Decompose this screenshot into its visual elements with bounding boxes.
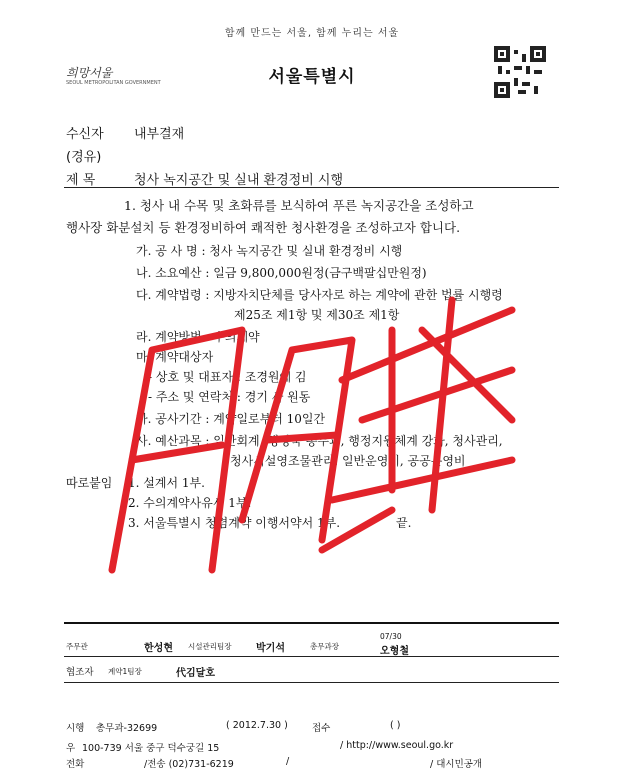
slogan: 함께 만드는 서울, 함께 누리는 서울 <box>224 28 400 39</box>
item-contract-method: 라. 계약방법 : 수의계약 <box>136 330 260 344</box>
disclosure-type: / 대시민공개 <box>430 759 483 770</box>
attachment-1: 1. 설계서 1부. <box>128 476 205 490</box>
item-contractor: 마. 계약대상자 <box>136 350 214 364</box>
approval-mid-divider <box>64 656 559 657</box>
cooperator-label: 협조자 <box>66 667 94 678</box>
organization-title: 서울특별시 <box>268 67 356 87</box>
drafter-name: 한성현 <box>144 643 173 654</box>
phone-label: 전화 <box>66 759 85 770</box>
enforcement-label: 시행 <box>66 723 85 734</box>
receipt-label: 접수 <box>312 723 331 734</box>
item-contractor-address: - 주소 및 연락처 : 경기 사 원동 <box>148 390 311 404</box>
attachment-3: 3. 서울특별시 청렴계약 이행서약서 1부. <box>128 516 341 530</box>
item-project-name: 가. 공 사 명 : 청사 녹지공간 및 실내 환경정비 시행 <box>136 244 403 258</box>
subject-divider <box>64 187 559 188</box>
item-contractor-name: - 상호 및 대표자 : 조경원예 김 <box>148 370 307 384</box>
qr-code-icon <box>494 46 546 98</box>
attachment-2: 2. 수의계약사유서 1부. <box>128 496 252 510</box>
enforcement-date: ( 2012.7.30 ) <box>226 720 288 731</box>
subject-value: 청사 녹지공간 및 실내 환경정비 시행 <box>134 173 344 188</box>
body-paragraph-line2: 행사장 화분설치 등 환경정비하여 쾌적한 청사환경을 조성하고자 합니다. <box>66 220 461 235</box>
postal-label: 우 <box>66 743 76 754</box>
item-contract-law: 다. 계약법령 : 지방자치단체를 당사자로 하는 계약에 관한 법률 시행령 <box>136 288 503 302</box>
head-approval-date: 07/30 <box>380 632 402 641</box>
item-budget-account-cont: 청사시설영조물관리, 일반운영비, 공공운영비 <box>230 454 466 468</box>
approval-top-divider <box>64 622 559 624</box>
item-budget: 나. 소요예산 : 일금 9,800,000원정(금구백팔십만원정) <box>136 266 427 280</box>
approval-bottom-divider <box>64 682 559 683</box>
receipt-value: ( ) <box>390 720 401 731</box>
enforcement-number: 총무과-32699 <box>96 723 158 734</box>
website-url: / http://www.seoul.go.kr <box>340 740 454 751</box>
body-paragraph-line1: 1. 청사 내 수목 및 초화류를 보식하여 푸른 녹지공간을 조성하고 <box>124 198 474 213</box>
head-name: 오형철 <box>380 646 409 657</box>
public-disclosure-stamp <box>92 270 532 630</box>
recipient-value: 내부결재 <box>134 127 185 142</box>
drafter-label: 주무관 <box>66 642 88 651</box>
seoul-logo-subtext: SEOUL METROPOLITAN GOVERNMENT <box>66 80 161 86</box>
footer-separator: / <box>286 756 290 767</box>
seoul-logo: 희망서울 <box>66 66 113 80</box>
recipient-label: 수신자 <box>66 127 104 142</box>
item-contract-law-cont: 제25조 제1항 및 제30조 제1항 <box>234 308 400 322</box>
head-label: 총무과장 <box>310 642 339 651</box>
via-label: (경유) <box>66 150 102 165</box>
manager-name: 박기석 <box>256 643 285 654</box>
document-end-mark: 끝. <box>396 516 412 530</box>
attachments-label: 따로붙임 <box>66 476 113 490</box>
cooperator-name: 代김달호 <box>176 668 215 679</box>
subject-label: 제 목 <box>66 173 96 188</box>
cooperator-role: 계약1팀장 <box>108 667 142 676</box>
item-period: 바. 공사기간 : 계약일로부터 10일간 <box>136 412 326 426</box>
fax-number: /전송 (02)731-6219 <box>144 759 234 770</box>
item-budget-account: 사. 예산과목 : 일반회계, 행정국 총무과, 행정지원체계 강화, 청사관리, <box>136 434 503 448</box>
address: 100-739 서울 중구 덕수궁길 15 <box>82 743 220 754</box>
manager-label: 시설관리팀장 <box>188 642 232 651</box>
